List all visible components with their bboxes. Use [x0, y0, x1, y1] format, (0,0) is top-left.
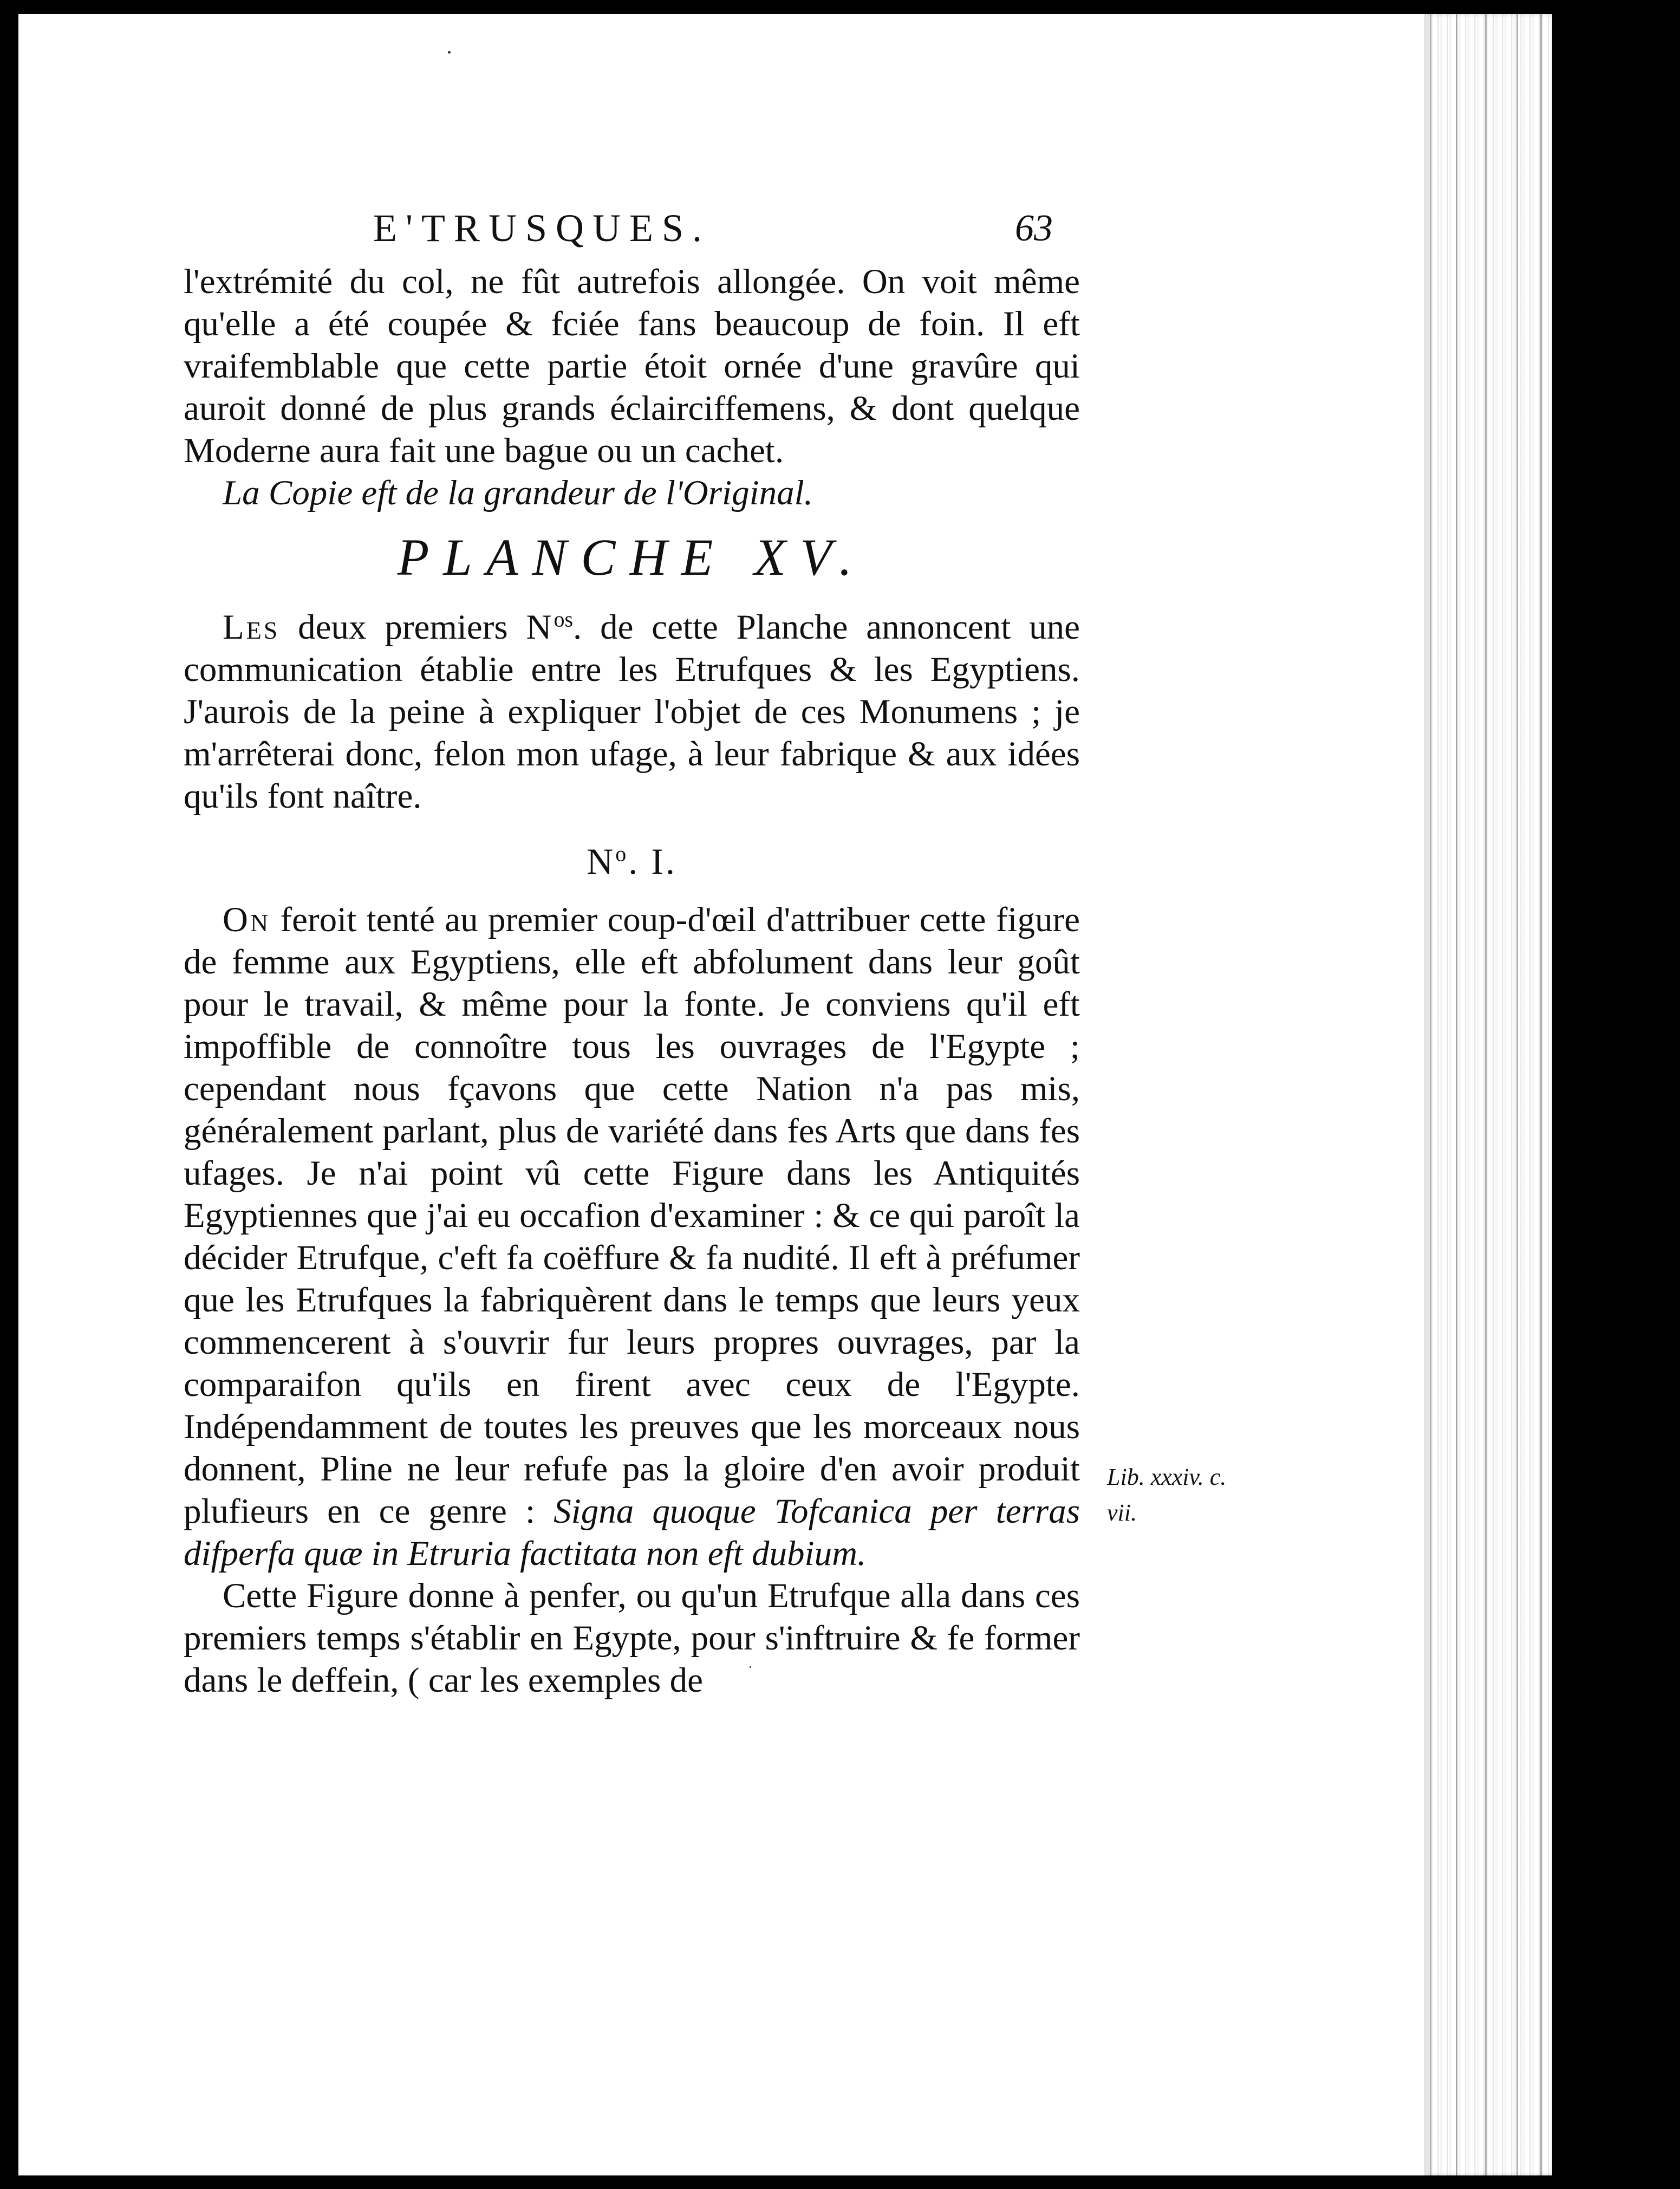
plate-heading: PLANCHE XV. — [397, 528, 867, 586]
number-abbrev-sup: os — [554, 607, 574, 632]
intro-text-1: deux premiers — [279, 608, 526, 647]
running-head — [343, 206, 1123, 260]
ink-speck — [448, 51, 451, 54]
continuation-paragraph: l'extrémité du col, ne fût autrefois allongée. On voit même qu'elle a été coupée & fciée fans beaucoup de foin. Il eft vraifemblable que cette partie étoit ornée d'une gravûre qui auroit donné de plus grands éclairciffemens, & dont quelque Moderne aura fait une bague ou un cachet. — [184, 262, 1080, 470]
text-block — [184, 261, 1080, 1701]
book-page — [18, 14, 1552, 2175]
page-edge-line — [1540, 14, 1542, 2175]
page-edge-line — [1516, 14, 1518, 2175]
last-paragraph: Cette Figure donne à penfer, ou qu'un Etrufque alla dans ces premiers temps s'établir en Egypte, pour s'inftruire & fe former dans le deffein, ( car les exemples de — [184, 1576, 1080, 1700]
page-edge-line — [1485, 14, 1487, 2175]
margin-reference — [1107, 1459, 1259, 1531]
drop-word: On — [223, 900, 271, 939]
page-edge-line — [1456, 14, 1457, 2175]
drop-word: Les — [223, 608, 280, 647]
number-heading-sup: o — [615, 841, 629, 866]
margin-reference-line-2: vii. — [1107, 1499, 1137, 1526]
page-number: 63 — [1015, 207, 1053, 249]
number-abbrev: N — [526, 608, 554, 647]
page-edge-line — [1430, 14, 1431, 2175]
copy-size-note: La Copie eft de la grandeur de l'Original. — [223, 473, 813, 512]
number-heading-label: N — [587, 841, 616, 882]
latin-quote: Signa quoque Tofcanica per terras difperfa quæ in Etruria factitata non eft dubium. — [184, 1492, 1080, 1573]
main-paragraph — [184, 899, 1080, 1575]
running-title: E'TRUSQUES. — [373, 206, 711, 250]
number-heading — [184, 840, 1080, 882]
intro-text-2: . de cette Planche annoncent une communication établie entre les Etrufques & les Egyptiens. J'aurois de la peine à expliquer l'objet de ces Monumens ; je m'arrêterai donc, felon mon ufage, à leur fabrique & aux idées qu'ils font naître. — [184, 608, 1080, 816]
intro-paragraph — [184, 606, 1080, 817]
main-text: feroit tenté au premier coup-d'œil d'attribuer cette figure de femme aux Egyptiens, elle eft abfolument dans leur goût pour le travail, & même pour la fonte. Je conviens qu'il eft impoffible de connoître tous les ouvrages de l'Egypte ; cependant nous fçavons que cette Nation n'a pas mis, généralement parlant, plus de variété dans fes Arts que dans fes ufages. Je n'ai point vû cette Figure dans les Antiquités Egyptiennes que j'ai eu occafion d'examiner : & ce qui paroît la décider Etrufque, c'eft fa coëffure & fa nudité. Il eft à préfumer que les Etrufques la fabriquèrent dans le temps que leurs yeux commencerent à s'ouvrir fur leurs propres ouvrages, par la comparaifon qu'ils en firent avec ceux de l'Egypte. Indépendamment de toutes les preuves que les morceaux nous donnent, Pline ne leur refufe pas la gloire d'en avoir produit plufieurs en ce genre : — [184, 900, 1080, 1531]
page-edge-stack — [1424, 14, 1552, 2175]
number-heading-rest: . I. — [628, 841, 677, 882]
margin-reference-line-1: Lib. xxxiv. c. — [1107, 1464, 1227, 1490]
